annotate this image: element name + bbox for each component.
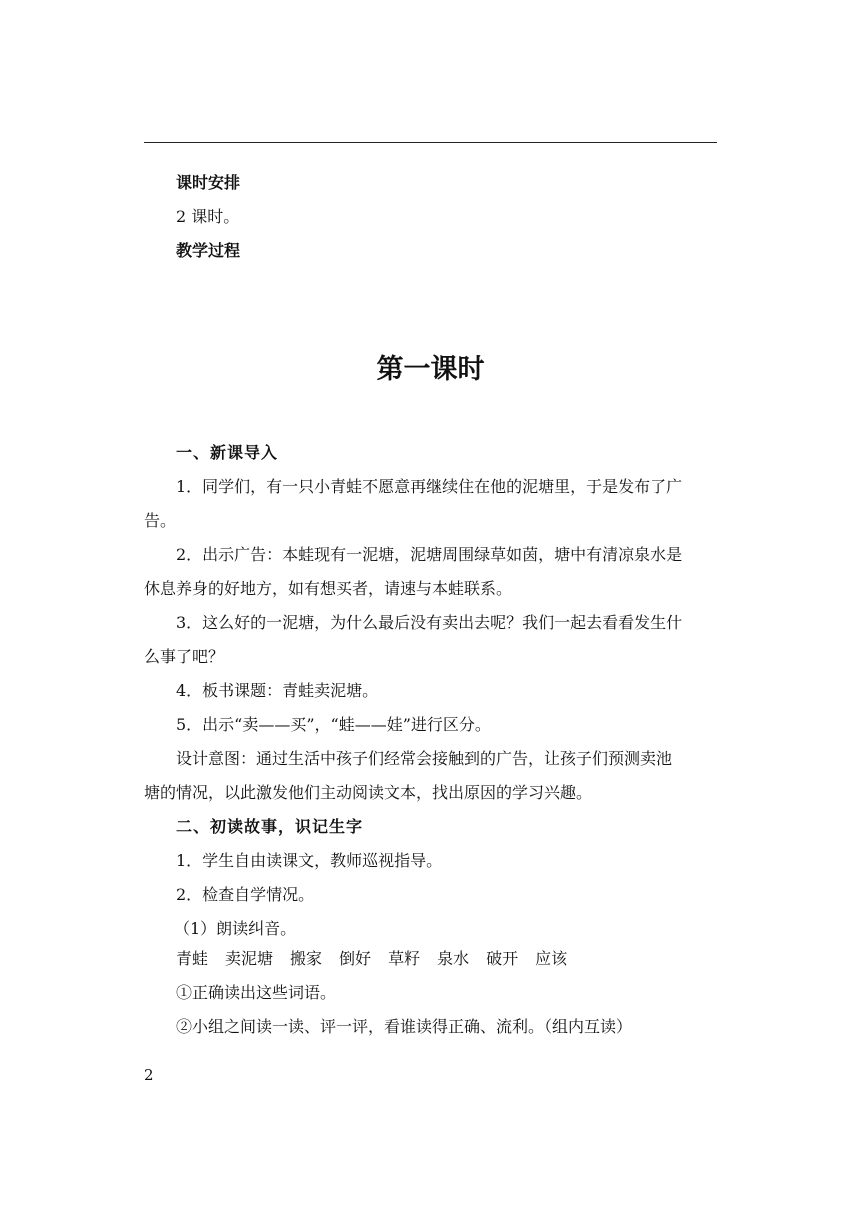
section1-p3-line2: 么事了吧？ [144, 647, 225, 666]
section1-p3-line1: 3．这么好的一泥塘，为什么最后没有卖出去呢？我们一起去看看发生什 [176, 613, 683, 632]
section2-heading: 二、初读故事，识记生字 [176, 817, 364, 836]
section1-p1-line1: 1．同学们，有一只小青蛙不愿意再继续住在他的泥塘里，于是发布了广 [176, 477, 683, 496]
design-intent-line2: 塘的情况，以此激发他们主动阅读文本，找出原因的学习兴趣。 [144, 783, 593, 802]
section1-p5: 5．出示“卖——买”，“蛙——娃”进行区分。 [176, 715, 491, 734]
section1-p2-line1: 2．出示广告：本蛙现有一泥塘，泥塘周围绿草如茵，塘中有清凉泉水是 [176, 545, 683, 564]
section2-item1: ①正确读出这些词语。 [176, 983, 337, 1002]
schedule-value: 2 课时。 [176, 207, 240, 226]
section2-item2: ②小组之间读一读、评一评，看谁读得正确、流利。（组内互读） [176, 1017, 633, 1036]
section2-p1: 1．学生自由读课文，教师巡视指导。 [176, 851, 443, 870]
vocab-word: 青蛙 [176, 949, 209, 968]
section2-p2: 2．检查自学情况。 [176, 885, 315, 904]
section1-p4: 4．板书课题：青蛙卖泥塘。 [176, 681, 379, 700]
section1-heading: 一、新课导入 [176, 443, 279, 462]
section1-p1-line2: 告。 [144, 511, 177, 530]
vocabulary-list [144, 949, 717, 969]
schedule-heading: 课时安排 [176, 173, 241, 192]
vocab-word: 草籽 [388, 949, 421, 968]
section1-p2-line2: 休息养身的好地方，如有想买者，请速与本蛙联系。 [144, 579, 513, 598]
vocab-word: 应该 [535, 949, 568, 968]
section2-p2-sub: （1）朗读纠音。 [174, 919, 297, 938]
vocab-word: 搬家 [290, 949, 323, 968]
vocab-word: 倒好 [339, 949, 372, 968]
page-number: 2 [144, 1066, 154, 1084]
process-heading: 教学过程 [176, 241, 241, 260]
header-rule [144, 142, 717, 143]
chapter-title: 第一课时 [376, 354, 485, 385]
vocab-word: 破开 [486, 949, 519, 968]
vocab-word: 泉水 [437, 949, 470, 968]
vocab-word: 卖泥塘 [225, 949, 274, 968]
design-intent-line1: 设计意图：通过生活中孩子们经常会接触到的广告，让孩子们预测卖池 [176, 749, 673, 768]
